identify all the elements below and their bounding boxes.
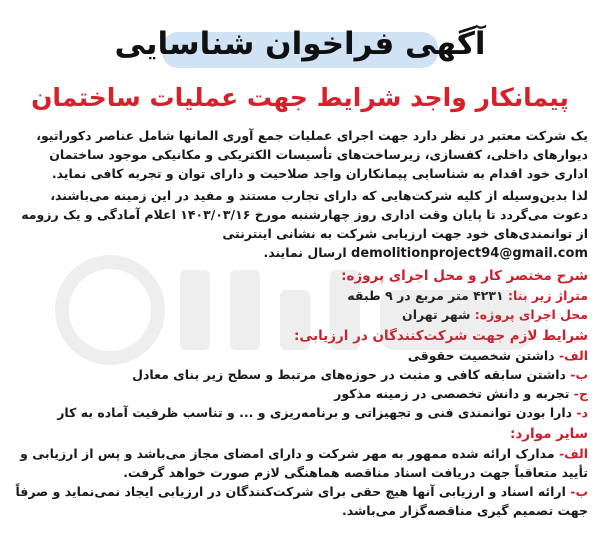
- criteria-heading: شرایط لازم جهت شرکت‌کنندگان در ارزیابی:: [293, 328, 588, 344]
- criteria-text: داشتن سابقه کافی و مثبت در حوزه‌های مرتبط و سطح زیر بنای معادل: [132, 367, 566, 382]
- area-value: ۴۲۳۱ متر مربع در ۹ طبقه: [347, 288, 504, 303]
- invitation-end: ارسال نمایند.: [263, 245, 347, 260]
- criteria-marker: د-: [576, 405, 588, 420]
- other-text: مدارک ارائه شده ممهور به مهر شرکت و دارای امضای مجاز می‌باشد و پس از ارزیابی و تأیید متعاقباً جهت دریافت اسناد مناقصه هماهنگی لازم صورت خواهد گرفت.: [20, 446, 588, 480]
- location-line: [12, 305, 588, 324]
- summary-heading: شرح مختصر کار و محل اجرای پروژه:: [341, 268, 588, 284]
- criteria-item: [12, 346, 588, 365]
- other-text: ارائه اسناد و ارزیابی آنها هیچ حقی برای شرکت‌کنندگان در ارزیابی ایجاد نمی‌نماید و صرفاً جهت تصمیم گیری مناقصه‌گزار می‌باشد.: [15, 484, 588, 518]
- criteria-item: [12, 403, 588, 422]
- other-item: [12, 444, 588, 482]
- intro-paragraph: یک شرکت معتبر در نظر دارد جهت اجرای عملیات جمع آوری المانها شامل عناصر دکوراتیو، دیوارهای داخلی، کفسازی، زیرساخت‌های تأسیسات الکتریکی و مکانیکی موجود ساختمان اداری خود اقدام به شناسایی پیمانکاران واجد صلاحیت و دارای توان و تجربه کافی نماید.: [36, 128, 588, 181]
- criteria-text: داشتن شخصیت حقوقی: [407, 348, 555, 363]
- location-label: محل اجرای پروژه:: [474, 307, 588, 322]
- invitation-paragraph: [12, 186, 588, 263]
- other-heading: سایر موارد:: [509, 426, 588, 442]
- contact-email[interactable]: demolitionproject94@gmail.com: [351, 246, 588, 261]
- criteria-text: دارا بودن توانمندی فنی و تجهیزاتی و برنامه‌ریزی و ... و تناسب ظرفیت آماده به کار: [57, 405, 573, 420]
- criteria-marker: ب-: [570, 367, 588, 382]
- criteria-marker: الف-: [558, 348, 588, 363]
- area-line: [12, 286, 588, 305]
- other-marker: ب-: [570, 484, 588, 499]
- other-marker: الف-: [558, 446, 588, 461]
- criteria-item: [12, 384, 588, 403]
- criteria-marker: ج-: [573, 386, 588, 401]
- page-subtitle: پیمانکار واجد شرایط جهت عملیات ساختمان: [31, 83, 569, 112]
- title-banner: [12, 8, 588, 80]
- criteria-item: [12, 365, 588, 384]
- invitation-text: لذا بدین‌وسیله از کلیه شرکت‌هایی که دارای تجارب مستند و مفید در این زمینه می‌باشند، دعوت می‌گردد تا پایان وقت اداری روز چهارشنبه مورخ ۱۴۰۳/۰۳/۱۶ اعلام آمادگی و یک رزومه از توانمندی‌های خود جهت ارزیابی شرکت به نشانی اینترنتی: [21, 188, 588, 241]
- location-value: شهر تهران: [402, 307, 471, 322]
- area-label: متراژ زیر بنا:: [508, 288, 588, 303]
- criteria-text: تجربه و دانش تخصصی در زمینه مذکور: [334, 386, 570, 401]
- other-item: [12, 482, 588, 520]
- page-title: آگهی فراخوان شناسایی: [114, 26, 486, 62]
